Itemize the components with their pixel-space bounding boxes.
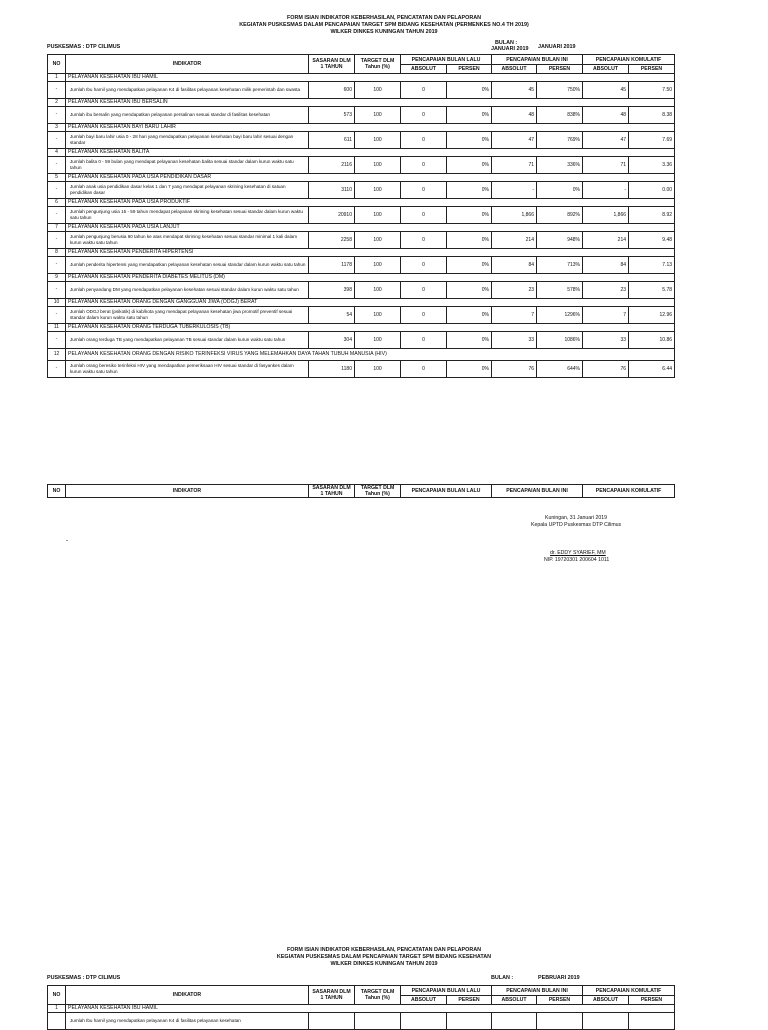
header-absolut: ABSOLUT — [583, 65, 629, 74]
repeat-header-target: TARGET DLM Tahun (%) — [355, 485, 401, 498]
section-title: PELAYANAN KESEHATAN ORANG DENGAN RISIKO TERINFEKSI VIRUS YANG MELEMAHKAN DAYA TAHAN TUBUH MANUSIA (HIV) — [66, 349, 675, 361]
header-bulan-ini: PENCAPAIAN BULAN INI — [492, 55, 583, 65]
cell-kom-pct: 0.00 — [629, 182, 675, 199]
cell-kom-pct: 7.50 — [629, 82, 675, 99]
cell-lalu-pct: 0% — [447, 157, 492, 174]
row-number: 10 — [48, 299, 66, 307]
bullet: - — [48, 107, 66, 124]
cell-lalu-abs: 0 — [401, 182, 447, 199]
cell-kom-abs: 45 — [583, 82, 629, 99]
p2-header-no: NO — [48, 986, 66, 1005]
cell-ini-pct: 578% — [537, 282, 583, 299]
bullet: - — [48, 132, 66, 149]
cell-ini-pct: 713% — [537, 257, 583, 274]
cell-kom-abs: 1,866 — [583, 207, 629, 224]
page2-title — [0, 947, 768, 968]
section-title: PELAYANAN KESEHATAN PENDERITA HIPERTENSI — [66, 249, 675, 257]
cell-kom-abs: 48 — [583, 107, 629, 124]
cell-sasaran: 3110 — [309, 182, 355, 199]
cell-ini-abs: 45 — [492, 82, 537, 99]
cell-ini-abs: 7 — [492, 307, 537, 324]
cell-kom-abs: 7 — [583, 307, 629, 324]
indicator-row — [48, 282, 675, 299]
cell-lalu-abs: 0 — [401, 132, 447, 149]
page1-title-line-2: KEGIATAN PUSKESMAS DALAM PENCAPAIAN TARGET SPM BIDANG KESEHATAN (PERMENKES NO.4 TH 2019) — [239, 22, 529, 28]
cell-ini-pct: 644% — [537, 361, 583, 378]
section-row — [48, 299, 675, 307]
indicator-row — [48, 361, 675, 378]
indicator-row — [48, 82, 675, 99]
indicator-text: Jumlah penderita hipertensi yang mendapatkan pelayanan kesehatan sesuai standar dalam kurun waktu satu tahun — [66, 257, 309, 274]
page1-title-line-1: FORM ISIAN INDIKATOR KEBERHASILAN, PENCATATAN DAN PELAPORAN — [286, 15, 482, 21]
indicator-text: Jumlah balita 0 - 59 bulan yang mendapat pelayanan kesehatan balita sesuai standar dalam kurun waktu satu tahun — [66, 157, 309, 174]
header-persen: PERSEN — [537, 65, 583, 74]
cell-kom-pct: 8.38 — [629, 107, 675, 124]
indicator-text: Jumlah anak usia pendidikan dasar kelas 1 dan 7 yang mendapat pelayanan skrining kesehatan di satuan pendidikan dasar — [66, 182, 309, 199]
header-absolut: ABSOLUT — [401, 65, 447, 74]
cell-lalu-abs: 0 — [401, 257, 447, 274]
repeat-header-indikator: INDIKATOR — [66, 485, 309, 498]
cell-sasaran: 1178 — [309, 257, 355, 274]
repeat-header-bulan-ini: PENCAPAIAN BULAN INI — [492, 485, 583, 498]
cell-kom-pct: 6.44 — [629, 361, 675, 378]
indicator-text: Jumlah Ibu hamil yang mendapatkan pelayanan K4 di fasilitas pelayanan kesehatan milik pemerintah dan swasta — [66, 82, 309, 99]
p2-header-bulan-ini: PENCAPAIAN BULAN INI — [492, 986, 583, 996]
cell-sasaran: 20910 — [309, 207, 355, 224]
signature-name: dr. EDDY SYARIEF, MM — [550, 550, 606, 556]
cell-ini-pct: 1086% — [537, 332, 583, 349]
cell-kom-abs: 71 — [583, 157, 629, 174]
cell-ini-pct: 892% — [537, 207, 583, 224]
header-persen: PERSEN — [447, 65, 492, 74]
repeat-header-table — [47, 484, 675, 498]
cell-target: 100 — [355, 307, 401, 324]
cell-sasaran: 2258 — [309, 232, 355, 249]
cell-kom-abs: 47 — [583, 132, 629, 149]
indicator-row — [48, 182, 675, 199]
header-komulatif: PENCAPAIAN KOMULATIF — [583, 55, 675, 65]
bullet: - — [48, 207, 66, 224]
header-target: TARGET DLM Tahun (%) — [355, 55, 401, 74]
p2-header-absolut: ABSOLUT — [401, 996, 447, 1005]
cell-sasaran: 600 — [309, 82, 355, 99]
cell-lalu-abs: 0 — [401, 232, 447, 249]
p2-header-persen: PERSEN — [447, 996, 492, 1005]
row-number: 7 — [48, 224, 66, 232]
cell-kom-abs: 84 — [583, 257, 629, 274]
indicator-text: Jumlah pengunjung usia 15 - 59 tahun mendapat pelayanan skrining kesehatan sesuai standar dalam kurun waktu satu tahun — [66, 207, 309, 224]
indicator-text: Jumlah pengunjung berusia 60 tahun ke atas mendapat skrining kesehatan sesuai standar minimal 1 kali dalam kurun waktu satu tahun — [66, 232, 309, 249]
cell-lalu-pct: 0% — [447, 107, 492, 124]
section-title: PELAYANAN KESEHATAN BALITA — [66, 149, 675, 157]
cell-ini-pct: 948% — [537, 232, 583, 249]
p2-header-persen: PERSEN — [629, 996, 675, 1005]
cell-target: 100 — [355, 132, 401, 149]
cell-target: 100 — [355, 332, 401, 349]
cell-target: 100 — [355, 257, 401, 274]
page1-bulan-value: JANUARI 2019 — [538, 44, 576, 50]
section-title: PELAYANAN KESEHATAN PADA USIA LANJUT — [66, 224, 675, 232]
p2-header-absolut: ABSOLUT — [492, 996, 537, 1005]
section-title: PELAYANAN KESEHATAN ORANG TERDUGA TUBERKULOSIS (TB) — [66, 324, 675, 332]
indicator-row — [48, 107, 675, 124]
cell-kom-pct: 5.78 — [629, 282, 675, 299]
cell-ini-abs: 71 — [492, 157, 537, 174]
indicator-text: Jumlah orang beresiko terinfeksi HIV yang mendapatkan pemeriksaan HIV sesuai standar di fasyankes dalam kurun waktu satu tahun — [66, 361, 309, 378]
indicator-text: Jumlah orang terduga TB yang mendapatkan pelayanan TB sesuai standar dalam kurun waktu satu tahun — [66, 332, 309, 349]
bullet: - — [48, 82, 66, 99]
cell-ini-abs: 214 — [492, 232, 537, 249]
cell-kom-pct: 12.96 — [629, 307, 675, 324]
cell-ini-abs: - — [492, 182, 537, 199]
cell-ini-abs: 84 — [492, 257, 537, 274]
cell-lalu-pct: 0% — [447, 282, 492, 299]
p2-header-persen: PERSEN — [537, 996, 583, 1005]
cell-lalu-abs: 0 — [401, 332, 447, 349]
cell-sasaran: 573 — [309, 107, 355, 124]
row-number: 11 — [48, 324, 66, 332]
cell-ini-abs: 33 — [492, 332, 537, 349]
cell-sasaran: 54 — [309, 307, 355, 324]
section-row — [48, 149, 675, 157]
p2-header-target: TARGET DLM Tahun (%) — [355, 986, 401, 1005]
indicator-text: Jumlah ibu bersalin yang mendapatkan pelayanan persalinan sesuai standar di fasilitas kesehatan — [66, 107, 309, 124]
cell-lalu-pct: 0% — [447, 182, 492, 199]
cell-kom-pct: 8.92 — [629, 207, 675, 224]
section-row — [48, 174, 675, 182]
cell-lalu-pct: 0% — [447, 232, 492, 249]
cell-ini-pct: 0% — [537, 182, 583, 199]
cell-lalu-pct: 0% — [447, 332, 492, 349]
bullet: - — [48, 307, 66, 324]
p2-header-komulatif: PENCAPAIAN KOMULATIF — [583, 986, 675, 996]
section-row — [48, 274, 675, 282]
cell-kom-pct: 9.48 — [629, 232, 675, 249]
section-row — [48, 324, 675, 332]
row-number: 3 — [48, 124, 66, 132]
cell-kom-pct: 7.69 — [629, 132, 675, 149]
bullet: - — [48, 157, 66, 174]
cell-lalu-pct: 0% — [447, 307, 492, 324]
cell-lalu-abs: 0 — [401, 361, 447, 378]
cell-lalu-abs: 0 — [401, 307, 447, 324]
cell-ini-abs: 47 — [492, 132, 537, 149]
repeat-header-bulan-lalu: PENCAPAIAN BULAN LALU — [401, 485, 492, 498]
cell-kom-abs: - — [583, 182, 629, 199]
row-number: 2 — [48, 99, 66, 107]
page1-bulan-label: BULAN : — [495, 40, 518, 46]
cell-target: 100 — [355, 182, 401, 199]
row-number: 12 — [48, 349, 66, 361]
row-number: 4 — [48, 149, 66, 157]
cell-sasaran: 1180 — [309, 361, 355, 378]
cell-target: 100 — [355, 282, 401, 299]
cell-lalu-pct: 0% — [447, 132, 492, 149]
page2-table: NO INDIKATOR SASARAN DLM 1 TAHUN TARGET DLM Tahun (%) PENCAPAIAN BULAN LALU PENCAPAIAN BULAN INI PENCAPAIAN KOMULATIF ABSOLUT PERSEN ABSOLUT PERSEN ABSOLUT PERSEN 1 PELAYANAN KESEHATAN IBU HAMIL Jumlah Ibu hamil yang mendapatkan pelayanan K4 di fasilitas pelayanan kesehatan — [47, 985, 675, 1030]
header-indikator: INDIKATOR — [66, 55, 309, 74]
cell-kom-pct: 7.13 — [629, 257, 675, 274]
cell-lalu-abs: 0 — [401, 107, 447, 124]
cell-target: 100 — [355, 82, 401, 99]
cell-ini-abs: 23 — [492, 282, 537, 299]
header-absolut: ABSOLUT — [492, 65, 537, 74]
signature-nip: NIP. 19720301 200604 1011 — [544, 557, 610, 563]
page2-puskesmas: PUSKESMAS : DTP CILIMUS — [47, 975, 121, 981]
indicator-row — [48, 207, 675, 224]
page2-bulan-value: PEBRUARI 2019 — [538, 975, 580, 981]
section-title: PELAYANAN KESEHATAN PADA USIA PRODUKTIF — [66, 199, 675, 207]
header-sasaran: SASARAN DLM 1 TAHUN — [309, 55, 355, 74]
page2-bulan-label: BULAN : — [491, 975, 514, 981]
cell-lalu-abs: 0 — [401, 82, 447, 99]
repeat-header-no: NO — [48, 485, 66, 498]
page2-title-line-3: WILKER DINKES KUNINGAN TAHUN 2019 — [330, 961, 438, 967]
section-title: PELAYANAN KESEHATAN BAYI BARU LAHIR — [66, 124, 675, 132]
cell-sasaran: 398 — [309, 282, 355, 299]
cell-lalu-pct: 0% — [447, 82, 492, 99]
cell-target: 100 — [355, 107, 401, 124]
bullet: - — [48, 182, 66, 199]
spm-table — [47, 54, 675, 378]
cell-lalu-abs: 0 — [401, 282, 447, 299]
page1-title — [0, 15, 768, 36]
bullet: - — [48, 257, 66, 274]
cell-sasaran: 304 — [309, 332, 355, 349]
indicator-row — [48, 232, 675, 249]
p2-header-indikator: INDIKATOR — [66, 986, 309, 1005]
row-number: 8 — [48, 249, 66, 257]
row-number: 6 — [48, 199, 66, 207]
section-row — [48, 349, 675, 361]
section-row — [48, 74, 675, 82]
header-persen: PERSEN — [629, 65, 675, 74]
page1-title-line-3: WILKER DINKES KUNINGAN TAHUN 2019 — [330, 29, 438, 35]
cell-kom-abs: 76 — [583, 361, 629, 378]
indicator-row — [48, 332, 675, 349]
page2-title-line-1: FORM ISIAN INDIKATOR KEBERHASILAN, PENCATATAN DAN PELAPORAN — [286, 947, 482, 953]
signature-position: Kepala UPTD Puskesmas DTP Cilimus — [531, 522, 622, 528]
cell-lalu-abs: 0 — [401, 207, 447, 224]
row-number: 1 — [48, 74, 66, 82]
indicator-text: Jumlah ODGJ berat (psikotik) di kab/kota yang mendapat pelayanan kesehatan jiwa promotif preventif sesuai standar dalam kurun waktu satu tahun — [66, 307, 309, 324]
cell-target: 100 — [355, 157, 401, 174]
row-number: 9 — [48, 274, 66, 282]
bullet: - — [48, 282, 66, 299]
cell-ini-abs: 76 — [492, 361, 537, 378]
section-row — [48, 224, 675, 232]
p2-header-sasaran: SASARAN DLM 1 TAHUN — [309, 986, 355, 1005]
indicator-row — [48, 307, 675, 324]
section-row — [48, 199, 675, 207]
section-title: PELAYANAN KESEHATAN PADA USIA PENDIDIKAN DASAR — [66, 174, 675, 182]
cell-target: 100 — [355, 361, 401, 378]
page2-title-line-2: KEGIATAN PUSKESMAS DALAM PENCAPAIAN TARGET SPM BIDANG KESEHATAN — [276, 954, 492, 960]
cell-ini-abs: 1,866 — [492, 207, 537, 224]
page1-puskesmas: PUSKESMAS : DTP CILIMUS — [47, 44, 121, 50]
cell-lalu-pct: 0% — [447, 207, 492, 224]
p2-section-1: PELAYANAN KESEHATAN IBU HAMIL — [66, 1005, 675, 1013]
header-bulan-lalu: PENCAPAIAN BULAN LALU — [401, 55, 492, 65]
section-title: PELAYANAN KESEHATAN PENDERITA DIABETES MELITUS (DM) — [66, 274, 675, 282]
cell-target: 100 — [355, 232, 401, 249]
cell-ini-pct: 1296% — [537, 307, 583, 324]
cell-ini-pct: 769% — [537, 132, 583, 149]
bullet: - — [48, 332, 66, 349]
stray-mark — [66, 540, 68, 541]
bullet: - — [48, 232, 66, 249]
header-no: NO — [48, 55, 66, 74]
indicator-row — [48, 257, 675, 274]
cell-sasaran: 611 — [309, 132, 355, 149]
cell-target: 100 — [355, 207, 401, 224]
section-row — [48, 249, 675, 257]
bullet: - — [48, 361, 66, 378]
indicator-text: Jumlah penyandang DM yang mendapatkan pelayanan kesehatan sesuai standar dalam kurun waktu satu tahun — [66, 282, 309, 299]
cell-sasaran: 2116 — [309, 157, 355, 174]
indicator-row — [48, 157, 675, 174]
section-title: PELAYANAN KESEHATAN IBU HAMIL — [66, 74, 675, 82]
cell-ini-pct: 838% — [537, 107, 583, 124]
cell-ini-abs: 48 — [492, 107, 537, 124]
indicator-row — [48, 132, 675, 149]
section-row — [48, 99, 675, 107]
cell-kom-pct: 3.36 — [629, 157, 675, 174]
cell-lalu-abs: 0 — [401, 157, 447, 174]
cell-kom-abs: 33 — [583, 332, 629, 349]
p2-indicator-1: Jumlah Ibu hamil yang mendapatkan pelayanan K4 di fasilitas pelayanan kesehatan — [66, 1013, 309, 1030]
p2-header-bulan-lalu: PENCAPAIAN BULAN LALU — [401, 986, 492, 996]
cell-kom-abs: 23 — [583, 282, 629, 299]
indicator-text: Jumlah bayi baru lahir usia 0 - 28 hari yang mendapatkan pelayanan kesehatan bayi baru lahir sesuai dengan standar — [66, 132, 309, 149]
cell-ini-pct: 750% — [537, 82, 583, 99]
p2-header-absolut: ABSOLUT — [583, 996, 629, 1005]
section-row — [48, 124, 675, 132]
cell-ini-pct: 336% — [537, 157, 583, 174]
cell-kom-pct: 10.86 — [629, 332, 675, 349]
cell-lalu-pct: 0% — [447, 257, 492, 274]
section-title: PELAYANAN KESEHATAN IBU BERSALIN — [66, 99, 675, 107]
row-number: 5 — [48, 174, 66, 182]
page1-bulan-sub: JANUARI 2019 — [491, 46, 529, 52]
signature-place-date: Kuningan, 31 Januari 2019 — [545, 515, 608, 521]
repeat-header-komulatif: PENCAPAIAN KOMULATIF — [583, 485, 675, 498]
cell-lalu-pct: 0% — [447, 361, 492, 378]
cell-kom-abs: 214 — [583, 232, 629, 249]
section-title: PELAYANAN KESEHATAN ORANG DENGAN GANGGUAN JIWA (ODGJ) BERAT — [66, 299, 675, 307]
repeat-header-sasaran: SASARAN DLM 1 TAHUN — [309, 485, 355, 498]
